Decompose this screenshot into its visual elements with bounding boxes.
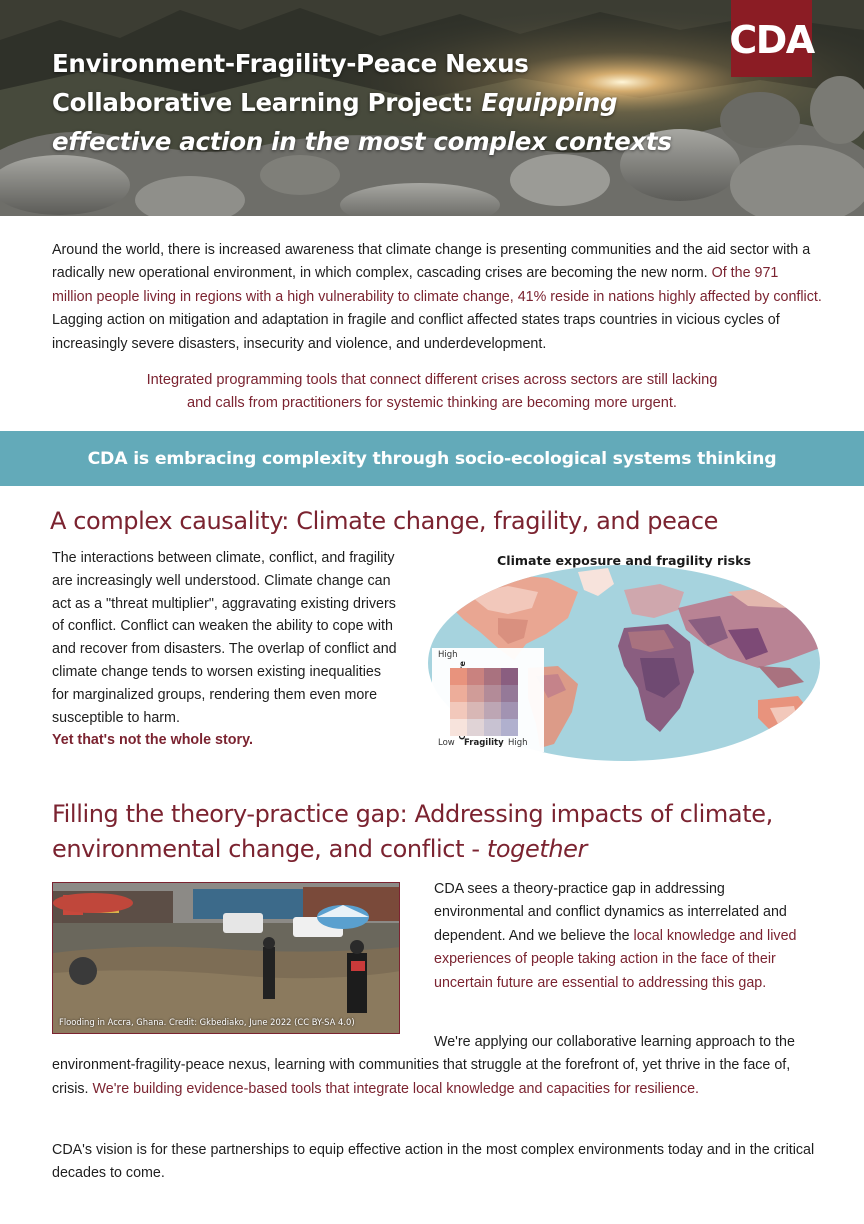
section-b-p1-text: CDA sees a theory-practice gap in addressing environmental and conflict dynamics as interrelated and dependent. And we believe the (434, 881, 787, 944)
legend-cell (501, 719, 518, 736)
legend-color-grid (450, 668, 518, 736)
section-a-heading: A complex causality: Climate change, fragility, and peace (50, 507, 718, 535)
callout-line-2: and calls from practitioners for systemic thinking are becoming more urgent. (187, 395, 677, 411)
legend-x-axis-label: Fragility (464, 738, 504, 748)
section-b-paragraph-2 (52, 1031, 822, 1101)
title-line-2-italic: Equipping (481, 88, 618, 117)
legend-y-high: High (438, 650, 458, 660)
callout-line-1: Integrated programming tools that connect different crises across sectors are still lacking (146, 372, 718, 388)
section-b-paragraph-3: CDA's vision is for these partnerships to equip effective action in the most complex environments today and in the critical decades to come. (52, 1142, 815, 1182)
legend-cell (484, 685, 501, 702)
legend-cell (467, 685, 484, 702)
title-line-2-plain: Collaborative Learning Project: (52, 88, 482, 117)
header-banner (0, 0, 864, 216)
section-banner: CDA is embracing complexity through socio-ecological systems thinking (0, 431, 864, 486)
legend-cell (501, 702, 518, 719)
intro-text-3: Lagging action on mitigation and adaptation in fragile and conflict affected states traps countries in vicious cycles of increasingly severe disasters, insecurity and violence, and underdevelopment. (52, 312, 780, 352)
intro-paragraph (52, 239, 822, 356)
legend-cell (450, 685, 467, 702)
flood-street-scene (53, 883, 400, 1034)
intro-highlight: Of the 971 million people living in regions with a high vulnerability to climate change, 41% reside in nations highly affected by conflict. (52, 265, 822, 305)
section-b-heading-plain: Filling the theory-practice gap: Addressing impacts of climate, environmental change, and conflict - (52, 800, 773, 863)
photo-caption: Flooding in Accra, Ghana. Credit: Gkbediako, June 2022 (CC BY-SA 4.0) (59, 1017, 355, 1027)
legend-cell (484, 668, 501, 685)
title-line-1: Environment-Fragility-Peace Nexus (52, 49, 529, 78)
section-b-paragraph-1 (434, 878, 818, 995)
section-b-heading (52, 797, 812, 867)
legend-x-high: High (508, 738, 528, 748)
legend-cell (450, 719, 467, 736)
section-b-heading-italic: together (486, 835, 587, 863)
climate-fragility-map (428, 548, 820, 764)
intro-callout (60, 369, 804, 415)
title-line-2 (52, 83, 712, 122)
legend-cell (467, 719, 484, 736)
section-a-text: The interactions between climate, conflict, and fragility are increasingly well understood. Climate change can act as a "threat multiplier", aggravating existing drivers of conflict. Conflict can weaken the ability to cope with and recover from disasters. The overlap of conflict and climate change tends to worsen existing inequalities for marginalized groups, rendering them even more susceptible to harm. (52, 550, 397, 726)
flooding-photo (52, 882, 400, 1034)
legend-cell (501, 685, 518, 702)
legend-cell (484, 719, 501, 736)
legend-cell (501, 668, 518, 685)
page-title (52, 44, 712, 161)
section-b-p1-highlight: local knowledge and lived experiences of people taking action in the face of their uncertain future are essential to addressing this gap. (434, 927, 797, 991)
map-legend (432, 648, 544, 752)
title-line-3-italic: effective action in the most complex contexts (52, 127, 672, 156)
legend-cell (467, 668, 484, 685)
section-b-p2-highlight: We're building evidence-based tools that integrate local knowledge and capacities for resilience. (92, 1080, 699, 1097)
section-b-p2-text: We're applying our collaborative learning approach to the environment-fragility-peace nexus, learning with communities that struggle at the forefront of, yet thrive in the face of, crisis. (52, 1034, 795, 1097)
section-a-emphasis: Yet that's not the whole story. (52, 732, 253, 749)
intro-text-1: Around the world, there is increased awareness that climate change is presenting communities and the aid sector with a radically new operational environment, in which complex, cascading crises are becoming the new norm. (52, 242, 811, 282)
section-a-body (52, 547, 397, 752)
legend-cell (450, 702, 467, 719)
cda-logo: CDA (731, 0, 812, 77)
legend-cell (467, 702, 484, 719)
legend-cell (484, 702, 501, 719)
map-title: Climate exposure and fragility risks (497, 553, 751, 568)
legend-cell (450, 668, 467, 685)
legend-x-low: Low (438, 738, 455, 748)
title-line-3 (52, 122, 712, 161)
